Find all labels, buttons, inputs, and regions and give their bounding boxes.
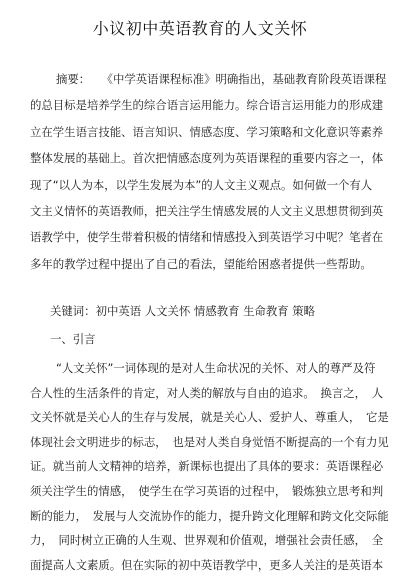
abstract-paragraph <box>30 66 387 277</box>
body-line: 证。就当前人文精神的培养，新课标也提出了具体的要求：英语课程必 <box>30 459 384 474</box>
body-line: 断的能力， 发展与人交流协作的能力，提升跨文化理解和跨文化交际能 <box>30 508 389 523</box>
body-line: 面提高人文素质。但在实际的初中英语教学中，更多人关注的是英语本 <box>30 557 384 572</box>
body-line: 须关注学生的情感， 使学生在学习英语的过程中， 锻炼独立思考和判 <box>30 483 384 498</box>
abstract-line: 多年的教学过程中提出了自己的看法，望能给困惑者提供一些帮助。 <box>30 256 372 271</box>
abstract-line: 文主义情怀的英语教师，把关注学生情感发展的人文主义思想贯彻到英 <box>30 203 384 218</box>
abstract-line: 语教学中，使学生带着积极的情绪和情感投入到英语学习中呢？笔者在 <box>30 230 384 245</box>
abstract-line: 摘要： 《中学英语课程标准》明确指出，基础教育阶段英语课程 <box>56 72 387 86</box>
keywords-line: 关键词：初中英语 人文关怀 情感教育 生命教育 策略 <box>50 304 316 318</box>
body-line: 体现社会文明进步的标志， 也是对人类自身觉悟不断提高的一个有力见 <box>30 434 389 449</box>
document-title: 小议初中英语教育的人文关怀 <box>92 19 308 38</box>
section-heading: 一、引言 <box>50 332 96 346</box>
abstract-line: 现了“以人为本，以学生发展为本”的人文主义观点。如何做一个有人 <box>30 177 373 192</box>
abstract-line: 整体发展的基础上。首次把情感态度列为英语课程的重要内容之一，体 <box>30 151 384 166</box>
abstract-line: 的总目标是培养学生的综合语言运用能力。综合语言运用能力的形成建 <box>30 98 384 113</box>
body-line: 合人性的生活条件的肯定，对人类的解放与自由的追求。 换言之， 人 <box>30 385 384 400</box>
body-paragraph <box>30 356 389 577</box>
abstract-line: 立在学生语言技能、语言知识、情感态度、学习策略和文化意识等素养 <box>30 124 384 139</box>
body-line: “人文关怀”一词体现的是对人生命状况的关怀、对人的尊严及符 <box>56 361 376 375</box>
body-line: 文关怀就是关心人的生存与发展，就是关心人、爱护人、尊重人， 它是 <box>30 410 389 425</box>
body-line: 力， 同时树立正确的人生观、世界观和价值观，增强社会责任感， 全 <box>30 533 384 548</box>
